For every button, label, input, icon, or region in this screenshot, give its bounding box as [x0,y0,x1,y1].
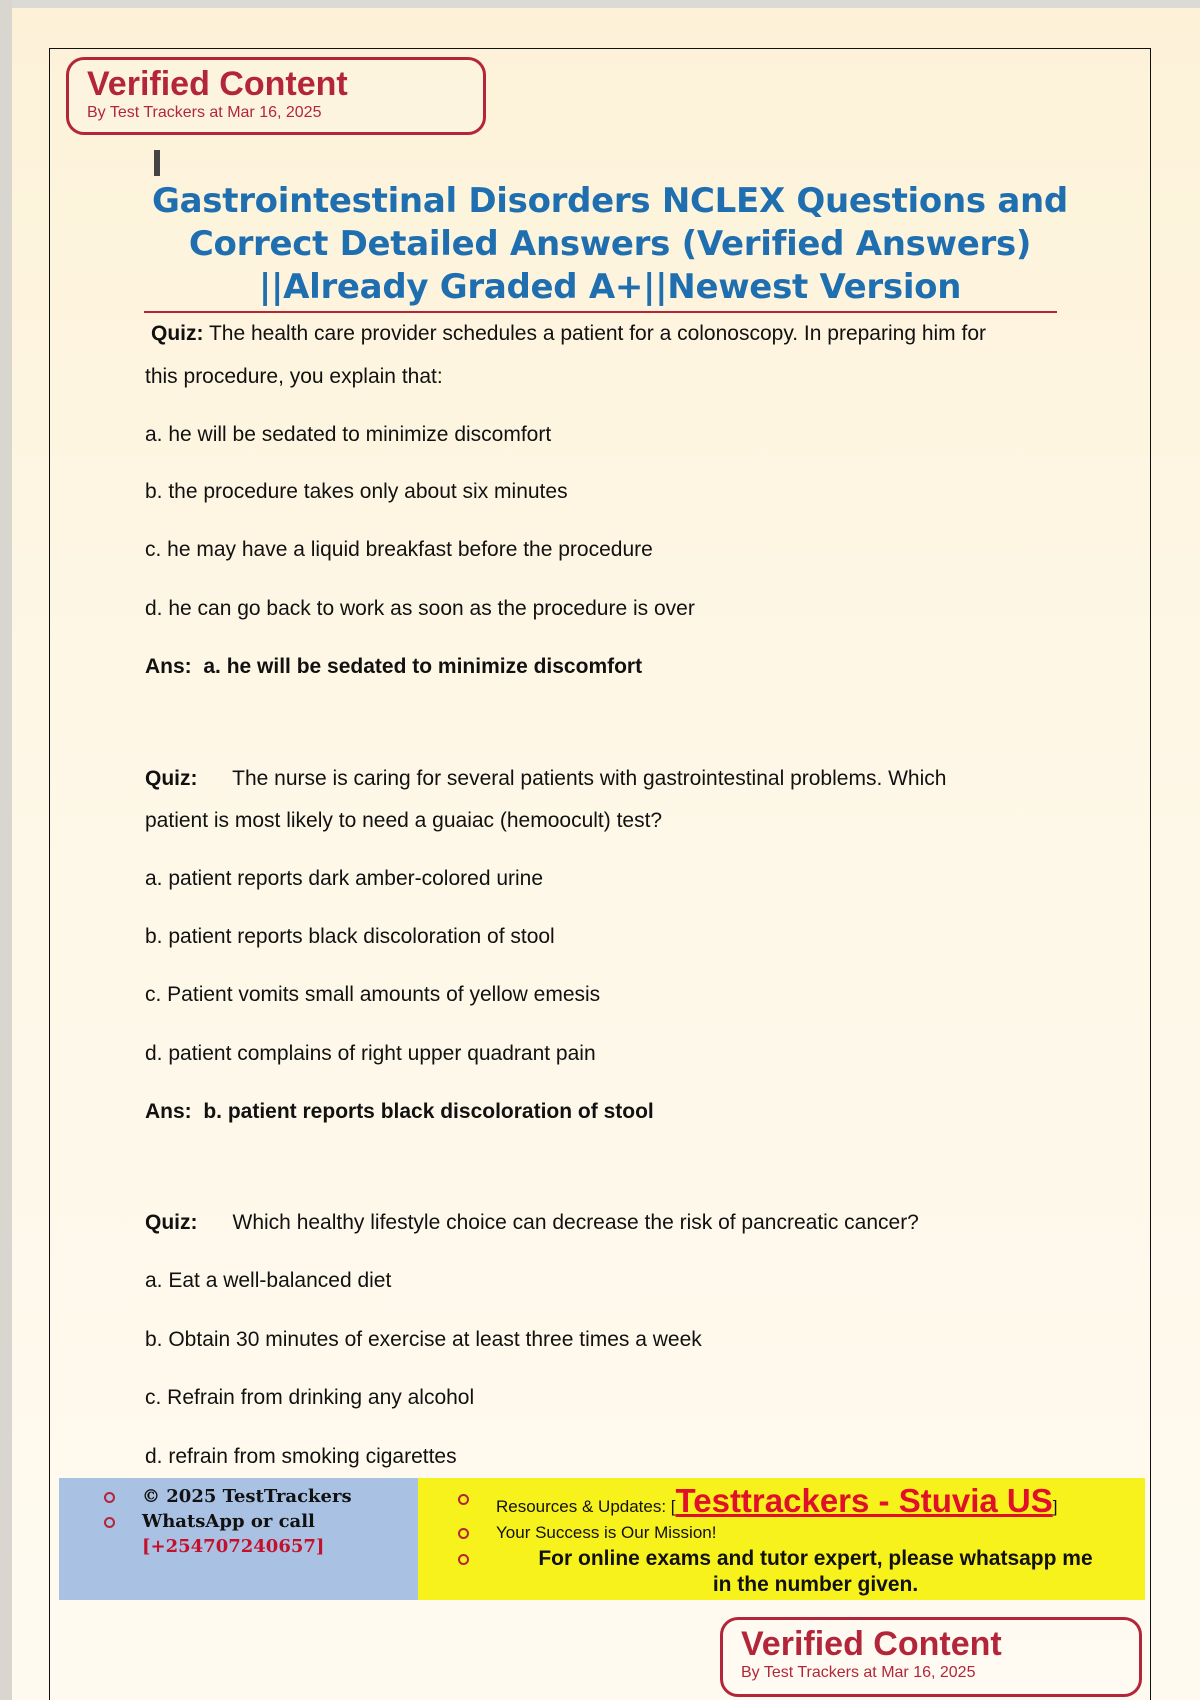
quiz-label: Quiz: [151,322,204,345]
bullet-icon [458,1528,469,1539]
verified-stamp-bottom [720,1617,1142,1697]
option-c: c. Refrain from drinking any alcohol [145,1386,475,1409]
option-b: b. the procedure takes only about six minutes [145,480,568,503]
option-c: c. he may have a liquid breakfast before the procedure [145,538,653,561]
footer-contact [59,1478,418,1600]
verified-stamp [66,57,486,135]
option-d: d. patient complains of right upper quadrant pain [145,1042,596,1065]
window-left-edge [0,0,12,1700]
option-d: d. he can go back to work as soon as the procedure is over [145,597,695,620]
footer-copyright: © 2025 TestTrackers [104,1484,418,1509]
text-cursor [154,150,160,176]
answer-text: a. he will be sedated to minimize discomfort [203,655,643,678]
answer-text: b. patient reports black discoloration of stool [203,1100,654,1123]
stamp-title: Verified Content [741,1625,1002,1663]
title-line: ||Already Graded A+||Newest Version [258,267,962,307]
answer-2 [145,1099,654,1125]
option-a: a. Eat a well-balanced diet [145,1269,392,1292]
stamp-subtitle: By Test Trackers at Mar 16, 2025 [741,1664,976,1681]
footer-mission: Your Success is Our Mission! [458,1520,1135,1546]
ans-label: Ans: [145,1100,192,1123]
quiz-label: Quiz: [145,767,198,790]
footer-resources-line: Resources & Updates: [Testtrackers - Stuvia US] [458,1484,1135,1520]
question-2 [145,766,946,792]
stuvia-link[interactable]: Testtrackers - Stuvia US [675,1482,1053,1519]
bullet-icon [104,1492,115,1503]
window-top-edge [0,0,1200,8]
stamp-title: Verified Content [87,65,348,103]
footer-resources [418,1478,1145,1600]
footer-whatsapp: WhatsApp or call [+254707240657] [104,1509,418,1559]
option-a: a. he will be sedated to minimize discomfort [145,423,552,446]
ans-label: Ans: [145,655,192,678]
question-3 [145,1210,919,1236]
option-b: b. patient reports black discoloration of stool [145,925,555,948]
title-line: Gastrointestinal Disorders NCLEX Questions and [152,181,1068,221]
answer-1 [145,654,642,680]
footer-tutor: For online exams and tutor expert, please whatsapp me in the number given. [458,1546,1135,1598]
option-a: a. patient reports dark amber-colored urine [145,867,544,890]
bullet-icon [458,1554,469,1565]
question-text-cont: this procedure, you explain that: [145,365,443,388]
stamp-subtitle: By Test Trackers at Mar 16, 2025 [87,104,322,121]
question-text: The health care provider schedules a patient for a colonoscopy. In preparing him for [208,322,987,345]
question-text: Which healthy lifestyle choice can decrease the risk of pancreatic cancer? [232,1211,919,1234]
title-line: Correct Detailed Answers (Verified Answers) [188,224,1032,264]
bullet-icon [104,1517,115,1528]
bullet-icon [458,1494,469,1505]
option-d: d. refrain from smoking cigarettes [145,1445,457,1468]
question-text-cont: patient is most likely to need a guaiac (hemoocult) test? [145,809,663,832]
document-title [140,180,1080,309]
question-text: The nurse is caring for several patients with gastrointestinal problems. Which [232,767,947,790]
phone-number: [+254707240657] [142,1536,325,1557]
option-b: b. Obtain 30 minutes of exercise at least three times a week [145,1328,702,1351]
question-1 [151,321,986,347]
title-divider [144,311,1057,313]
quiz-label: Quiz: [145,1211,198,1234]
option-c: c. Patient vomits small amounts of yellow emesis [145,983,601,1006]
